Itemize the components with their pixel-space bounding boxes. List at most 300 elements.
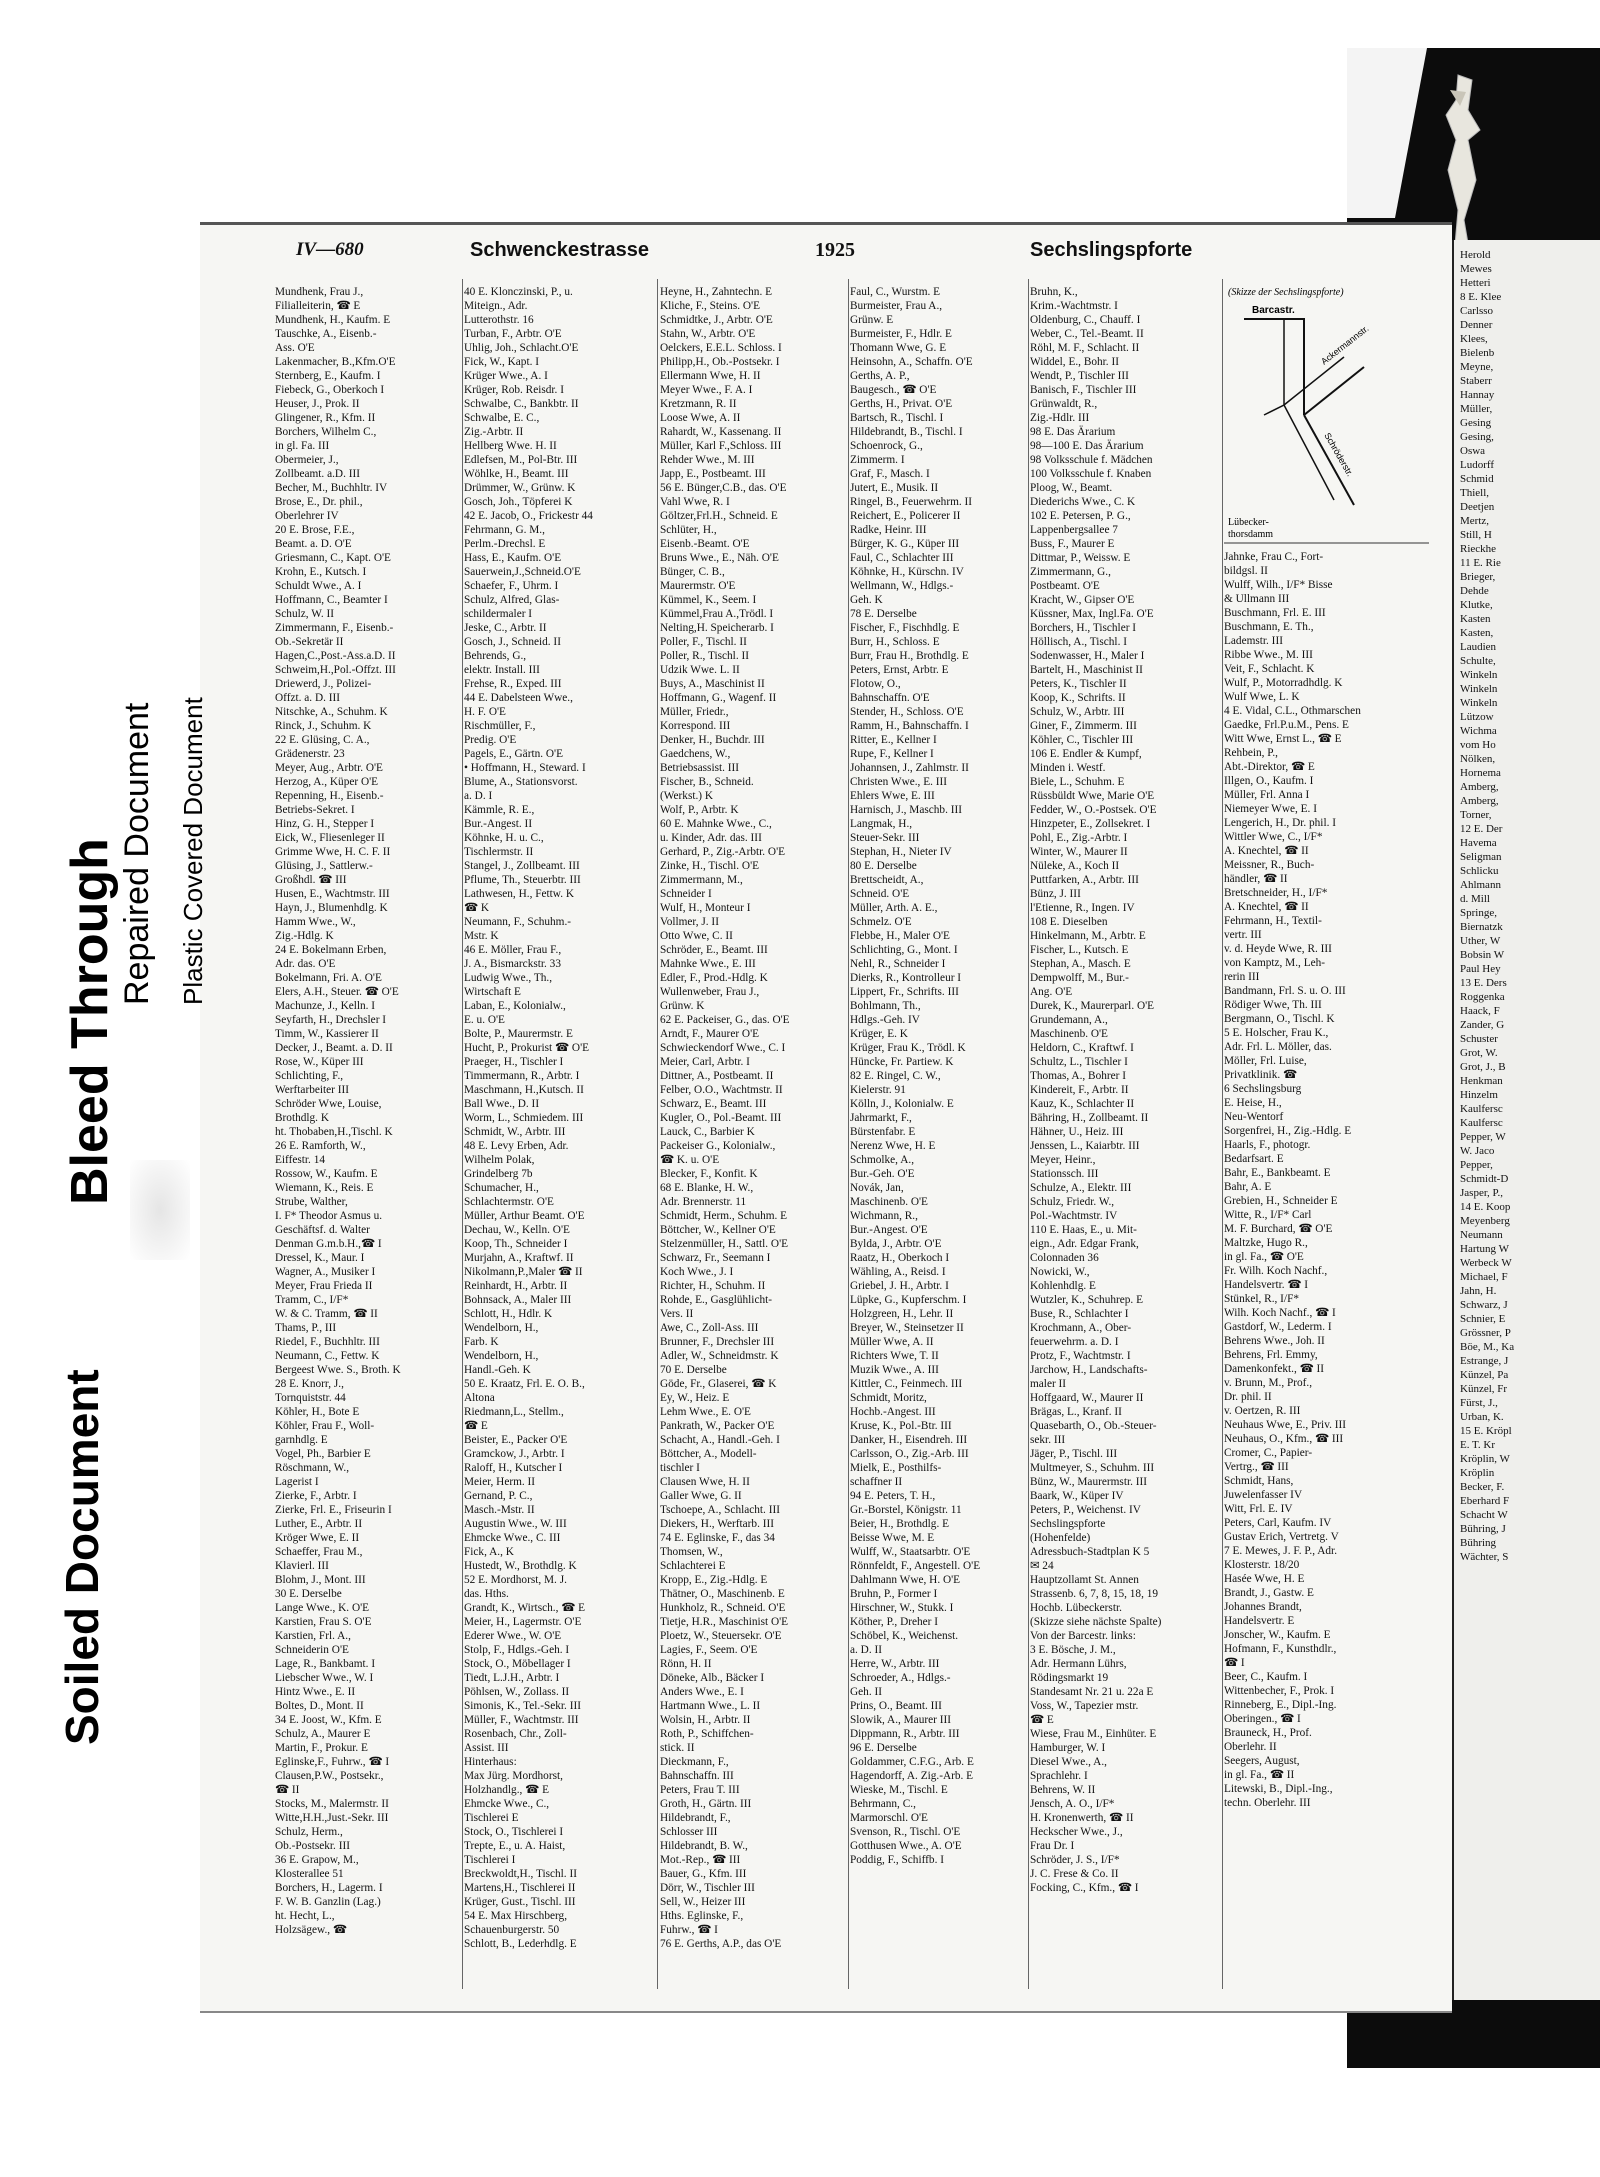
directory-entry: Winkeln [1460,697,1498,709]
directory-entry: Martens,H., Tischlerei II [464,1882,576,1894]
directory-entry: Höllisch, A., Tischl. I [1030,636,1127,648]
directory-entry: Neuhaus, O., Kfm., ☎ III [1224,1433,1344,1445]
directory-entry: Lippert, Fr., Schrifts. III [850,986,959,998]
directory-entry: Marmorschl. O'E [850,1812,928,1824]
directory-entry: Holzhandlg., ☎ E [464,1784,549,1796]
directory-entry: Hinkelmann, M., Arbtr. E [1030,930,1146,942]
directory-entry: Krüger Wwe., A. I [464,370,548,382]
map-label-schroeder: Schröderstr. [1322,431,1356,479]
directory-entry: Elers, A.H., Steuer. ☎ O'E [275,986,399,998]
directory-entry: Meier, Carl, Arbtr. I [660,1056,750,1068]
directory-entry: Thätner, O., Maschinenb. E [660,1588,785,1600]
directory-entry: Fr. Wilh. Koch Nachf., [1224,1265,1328,1277]
directory-entry: Maschinenb. O'E [850,1196,928,1208]
directory-entry: von Kamptz, M., Leh- [1224,957,1326,969]
directory-entry: Zander, G [1460,1019,1505,1031]
directory-entry: Krohn, E., Kutsch. I [275,566,367,578]
directory-entry: Colonnaden 36 [1030,1252,1099,1264]
directory-entry: 4 E. Vidal, C.L., Othmarschen [1224,705,1361,717]
directory-entry: Kaulfersc [1460,1103,1503,1115]
directory-entry: Schneiderin O'E [275,1644,349,1656]
directory-entry: Standesamt Nr. 21 u. 22a E [1030,1686,1154,1698]
directory-entry: 100 Volksschule f. Knaben [1030,468,1152,480]
directory-entry: Uhlig, Joh., Schlacht.O'E [464,342,579,354]
directory-entry: Köhnke, H. u. C., [464,832,544,844]
directory-entry: Still, H [1460,529,1492,541]
directory-entry: 102 E. Petersen, P. G., [1030,510,1131,522]
directory-entry: Müller Wwe, A. II [850,1336,934,1348]
column-1 [275,285,460,1985]
directory-entry: Grädenerstr. 23 [275,748,345,760]
directory-entry: Stelzenmüller, H., Sattl. O'E [660,1238,789,1250]
directory-entry: Müller, Arthur Beamt. O'E [464,1210,585,1222]
directory-entry: Wulf, P., Motorradhdlg. K [1224,677,1343,689]
directory-entry: Banisch, F., Tischler III [1030,384,1137,396]
directory-entry: Dehde [1460,585,1489,597]
directory-entry: 15 E. Kröpl [1460,1425,1512,1437]
directory-entry: Zimmermann, F., Eisenb.- [275,622,394,634]
directory-entry: Juwelenfasser IV [1224,1489,1303,1501]
directory-entry: Clausen Wwe, H. II [660,1476,750,1488]
directory-entry: A. Knechtel, ☎ II [1224,845,1309,857]
directory-entry: Mundhenk, H., Kaufm. E [275,314,391,326]
directory-entry: Tietje, H.R., Maschinist O'E [660,1616,789,1628]
directory-entry: Hauptzollamt St. Annen [1030,1574,1139,1586]
directory-entry: Sauerwein,J.,Schneid.O'E [464,566,581,578]
directory-entry: Fischer, F., Fischhdlg. E [850,622,960,634]
directory-entry: Bylda, J., Arbtr. O'E [850,1238,942,1250]
directory-entry: Hayn, J., Blumenhdlg. K [275,902,388,914]
directory-entry: J. C. Frese & Co. II [1030,1868,1119,1880]
directory-entry: Focking, C., Kfm., ☎ I [1030,1882,1139,1894]
directory-entry: Wichmann, R., [850,1210,918,1222]
directory-entry: Urban, K. [1460,1411,1504,1423]
directory-entry: Witt Wwe, Ernst L., ☎ E [1224,733,1342,745]
directory-entry: Biele, L., Schuhm. E [1030,776,1125,788]
directory-entry: Bruhn, P., Former I [850,1588,938,1600]
directory-entry: Rupe, F., Kellner I [850,748,934,760]
directory-entry: Rahardt, W., Kassenang. II [660,426,782,438]
directory-entry: Eglinske,F., Fuhrw., ☎ I [275,1756,390,1768]
directory-entry: 98—100 E. Das Ärarium [1030,440,1144,452]
directory-entry: Fischer, L., Kutsch. E [1030,944,1129,956]
directory-entry: Lehm Wwe., E. O'E [660,1406,751,1418]
directory-entry: Oberingen., ☎ I [1224,1713,1301,1725]
directory-entry: Deetjen [1460,501,1495,513]
directory-entry: Müller, Friedr., [660,706,729,718]
directory-entry: Kölln, J., Kolonialw. E [850,1098,954,1110]
directory-entry: Grundemann, A., [1030,1014,1108,1026]
directory-entry: Tornquiststr. 44 [275,1392,346,1404]
directory-entry: Griebel, J. H., Arbtr. I [850,1280,949,1292]
directory-entry: Schulz, Herm., [275,1826,343,1838]
directory-entry: Bartsch, R., Tischl. I [850,412,944,424]
directory-entry: Peters, Ernst, Arbtr. E [850,664,949,676]
directory-entry: Schulz, A., Maurer E [275,1728,371,1740]
directory-entry: Udzik Wwe. L. II [660,664,740,676]
directory-entry: Tischlermstr. II [464,846,534,858]
directory-entry: Reichert, E., Policerer II [850,510,961,522]
directory-entry: Brose, E., Dr. phil., [275,496,363,508]
directory-entry: Schwalbe, E. C., [464,412,540,424]
directory-entry: Nerenz Wwe, H. E [850,1140,936,1152]
column-divider [462,279,463,1989]
directory-entry: Burmeister, Frau A., [850,300,943,312]
directory-entry: Veit, F., Schlacht. K [1224,663,1315,675]
directory-entry: Schröder, J. S., I/F* [1030,1854,1120,1866]
directory-entry: schildermaler I [464,608,533,620]
directory-entry: Behrens Wwe., Joh. II [1224,1335,1325,1347]
directory-entry: Dieckmann, F., [660,1756,729,1768]
directory-entry: Brothdlg. K [275,1112,329,1124]
directory-entry: Ludwig Wwe., Th., [464,972,553,984]
directory-entry: Weber, C., Tel.-Beamt. II [1030,328,1144,340]
page-number: IV—680 [296,239,364,260]
directory-entry: Müller, Karl F.,Schloss. III [660,440,782,452]
directory-entry: Raatz, H., Oberkoch I [850,1252,950,1264]
directory-entry: Faul, C., Wurstm. E [850,286,941,298]
directory-entry: Lappenbergsallee 7 [1030,524,1118,536]
directory-entry: Böttcher, W., Kellner O'E [660,1224,776,1236]
directory-entry: Schlachterei E [660,1560,726,1572]
directory-entry: Uther, W [1460,935,1501,947]
directory-entry: Loose Wwe, A. II [660,412,741,424]
directory-entry: Schulz, Alfred, Glas- [464,594,560,606]
directory-entry: sekr. III [1030,1434,1066,1446]
directory-entry: 74 E. Eglinske, F., das 34 [660,1532,775,1544]
directory-entry: Dr. phil. II [1224,1391,1272,1403]
directory-entry: A. Knechtel, ☎ II [1224,901,1309,913]
directory-entry: Ehmcke Wwe., C., [464,1798,550,1810]
directory-entry: Sodenwasser, H., Maler I [1030,650,1145,662]
directory-page [200,222,1452,2013]
directory-entry: Hirschner, W., Stukk. I [850,1602,954,1614]
directory-entry: Griesmann, C., Kapt. O'E [275,552,391,564]
directory-entry: bildgsl. II [1224,565,1268,577]
directory-entry: Adressbuch-Stadtplan K 5 [1030,1546,1150,1558]
directory-entry: in gl. Fa. III [275,440,330,452]
directory-entry: Faul, C., Schlachter III [850,552,954,564]
directory-entry: Assist. III [464,1742,509,1754]
directory-entry: Glüsing, J., Sattlerw.- [275,860,373,872]
directory-entry: Philipp,H., Ob.-Postsekr. I [660,356,780,368]
directory-entry: Böe, M., Ka [1460,1341,1515,1353]
directory-entry: Zimmermann, G., [1030,566,1111,578]
directory-entry: Kasten [1460,613,1491,625]
directory-entry: Hinzpeter, E., Zollsekret. I [1030,818,1151,830]
directory-entry: Schmidt, Herm., Schuhm. E [660,1210,788,1222]
column-divider [657,279,658,1989]
directory-entry: Jäger, P., Tischl. III [1030,1448,1118,1460]
directory-entry: Denman G.m.b.H.,☎ I [275,1238,382,1250]
directory-entry: ☎ K [464,902,490,914]
directory-entry: Wieske, M., Tischl. E [850,1784,948,1796]
directory-entry: Packeiser G., Kolonialw., [660,1140,776,1152]
directory-entry: Betriebsassist. III [660,762,740,774]
directory-entry: Müller, Arth. A. E., [850,902,938,914]
directory-entry: Jensch, A. O., I/F* [1030,1798,1115,1810]
directory-entry: Pflume, Th., Steuerbtr. III [464,874,581,886]
directory-entry: Wolf, P., Arbtr. K [660,804,739,816]
directory-entry: Krüger, Rob. Reisdr. I [464,384,564,396]
directory-entry: Jonscher, W., Kaufm. E [1224,1629,1331,1641]
directory-entry: tischler I [660,1462,700,1474]
directory-entry: v. d. Heyde Wwe, R. III [1224,943,1332,955]
directory-entry: Decker, J., Beamt. a. D. II [275,1042,393,1054]
directory-entry: Rossow, W., Kaufm. E [275,1168,378,1180]
directory-entry: Schlott, B., Lederhdlg. E [464,1938,577,1950]
directory-entry: Jarchow, H., Landschafts- [1030,1364,1148,1376]
directory-entry: Miteign., Adr. [464,300,528,312]
directory-entry: 98 E. Das Ärarium [1030,426,1116,438]
directory-entry: Gerhard, P., Zig.-Arbtr. O'E [660,846,786,858]
directory-entry: Schneid. O'E [850,888,910,900]
directory-entry: Neumann, F., Schuhm.- [464,916,572,928]
directory-entry: Vahl Wwe, R. I [660,496,730,508]
directory-entry: Diederichs Wwe., C. K [1030,496,1136,508]
directory-entry: Burmeister, F., Hdlr. E [850,328,952,340]
directory-entry: Klutke, [1460,599,1493,611]
directory-entry: Borchers, Wilhelm C., [275,426,377,438]
street-name-left: Schwenckestrasse [470,239,650,261]
directory-entry: Abt.-Direktor, ☎ E [1224,761,1315,773]
directory-entry: Sprachlehr. I [1030,1770,1088,1782]
directory-entry: Havema [1460,837,1497,849]
directory-entry: Kindereit, F., Arbtr. II [1030,1084,1129,1096]
directory-entry: Lengerich, H., Dr. phil. I [1224,817,1336,829]
directory-entry: Bühring [1460,1537,1497,1549]
directory-entry: Behrens, Frl. Emmy, [1224,1349,1318,1361]
directory-entry: H. Kronenwerth, ☎ II [1030,1812,1134,1824]
directory-entry: Kracht, W., Gipser O'E [1030,594,1135,606]
directory-entry: Stationssch. III [1030,1168,1099,1180]
directory-entry: techn. Oberlehr. III [1224,1797,1311,1809]
directory-entry: händler, ☎ II [1224,873,1288,885]
directory-entry: Edlefsen, M., Pol-Btr. III [464,454,578,466]
directory-entry: Fedder, W., O.-Postsek. O'E [1030,804,1157,816]
directory-entry: Dierks, R., Kontrolleur I [850,972,962,984]
directory-entry: Baark, W., Küper IV [1030,1490,1124,1502]
directory-entry: M. F. Burchard, ☎ O'E [1224,1223,1333,1235]
directory-entry: ✉ 24 [1030,1560,1054,1572]
map-label-ackermann: Ackermannstr. [1319,323,1371,367]
directory-entry: Schröder Wwe, Louise, [275,1098,382,1110]
directory-entry: Hofmann, F., Kunsthdlr., [1224,1643,1337,1655]
directory-entry: Ass. O'E [275,342,315,354]
directory-entry: Brägas, L., Kranf. II [1030,1406,1122,1418]
directory-entry: Breyer, W., Steinsetzer II [850,1322,964,1334]
directory-entry: Schwalbe, C., Bankbtr. II [464,398,579,410]
directory-entry: Rüssbüldt Wwe, Marie O'E [1030,790,1155,802]
directory-entry: Göltzer,Frl.H., Schneid. E [660,510,778,522]
directory-entry: Krüger, E. K [850,1028,908,1040]
directory-entry: Danker, H., Eisendreh. III [850,1434,968,1446]
directory-entry: Hamm Wwe., W., [275,916,356,928]
directory-entry: Adr. Hermann Lührs, [1030,1658,1127,1670]
directory-entry: Rinneberg, E., Dipl.-Ing. [1224,1699,1337,1711]
directory-entry: J. A., Bismarckstr. 33 [464,958,561,970]
directory-entry: Becher, M., Buchhltr. IV [275,482,388,494]
directory-entry: Karstien, Frau S. O'E [275,1616,372,1628]
directory-entry: Zimmerm. I [850,454,905,466]
directory-entry: Dechau, W., Kelln. O'E [464,1224,570,1236]
directory-entry: Schlosser III [660,1826,718,1838]
directory-entry: Perlm.-Drechsl. E [464,538,546,550]
directory-entry: Witte, R., I/F* Carl [1224,1209,1312,1221]
street-sketch-map [1224,285,1434,545]
directory-entry: Blohm, J., Mont. III [275,1574,366,1586]
directory-entry: Peters, Frau T. III [660,1784,740,1796]
directory-entry: Krochmann, A., Ober- [1030,1322,1132,1334]
directory-entry: Lakenmacher, B.,Kfm.O'E [275,356,396,368]
directory-entry: Stolp, F., Hdlgs.-Geh. I [464,1644,570,1656]
directory-entry: Schuldt Wwe., A. I [275,580,362,592]
directory-entry: Langmak, H., [850,818,913,830]
directory-entry: Worm, L., Schmiedem. III [464,1112,584,1124]
directory-entry: Quasebarth, O., Ob.-Steuer- [1030,1420,1157,1432]
directory-entry: Kretzmann, R. II [660,398,737,410]
directory-entry: Brieger, [1460,571,1496,583]
directory-entry: Brandt, J., Gastw. E [1224,1587,1314,1599]
directory-entry: Schaefer, F., Uhrm. I [464,580,559,592]
directory-entry: feuerwehrm. a. D. I [1030,1336,1119,1348]
directory-entry: Gramckow, J., Arbtr. I [464,1448,565,1460]
directory-entry: Paul Hey [1460,963,1501,975]
column-2 [464,285,654,1985]
column-3 [660,285,845,1985]
directory-entry: Seyfarth, H., Drechsler I [275,1014,387,1026]
directory-entry: Raloff, H., Kutscher I [464,1462,563,1474]
directory-entry: Koop, Th., Schneider I [464,1238,568,1250]
directory-entry: Schuster [1460,1033,1498,1045]
column-divider [1028,279,1029,1989]
directory-entry: Stock, O., Tischlerei I [464,1826,564,1838]
directory-entry: Clausen,P.W., Postsekr., [275,1770,384,1782]
directory-entry: Möller, Frl. Luise, [1224,1055,1307,1067]
directory-entry: Thomas, A., Bohrer I [1030,1070,1127,1082]
directory-entry: Masch.-Mstr. II [464,1504,535,1516]
directory-entry: Machunze, J., Kelln. I [275,1000,376,1012]
directory-entry: Bartelt, H., Maschinist II [1030,664,1143,676]
directory-entry: Lützow [1460,711,1494,723]
directory-entry: Werbeck W [1460,1257,1512,1269]
directory-entry: Denker, H., Buchdr. III [660,734,765,746]
directory-entry: Awe, C., Zoll-Ass. III [660,1322,759,1334]
directory-entry: Bahr, A. E [1224,1181,1272,1193]
directory-entry: Hüncke, Fr. Partiew. K [850,1056,954,1068]
directory-entry: Wichma [1460,725,1497,737]
directory-entry: Jahn, H. [1460,1285,1497,1297]
directory-entry: Klavierl. III [275,1560,329,1572]
directory-entry: I. F* Theodor Asmus u. [275,1210,383,1222]
directory-entry: Buschmann, Frl. E. III [1224,607,1326,619]
directory-entry: Roggenka [1460,991,1505,1003]
directory-entry: Lademstr. III [1224,635,1283,647]
directory-entry: Damenkonfekt., ☎ II [1224,1363,1325,1375]
directory-entry: Fiebeck, G., Oberkoch I [275,384,385,396]
directory-entry: Biernatzk [1460,921,1503,933]
directory-entry: Stock, O., Möbellager I [464,1658,571,1670]
directory-entry: Husen, E., Wachtmstr. III [275,888,390,900]
directory-entry: Oberlehr. II [1224,1741,1277,1753]
directory-entry: Kröger Wwe, E. II [275,1532,360,1544]
directory-entry: Altona [464,1392,495,1404]
directory-entry: Schmidt, Moritz, [850,1392,927,1404]
directory-entry: Beamt. a. D. O'E [275,538,352,550]
directory-entry: Glingener, R., Kfm. II [275,412,376,424]
directory-entry: Buss, F., Maurer E [1030,538,1115,550]
adjacent-page-column [1460,248,1600,1564]
directory-entry: Schlüter, H., [660,524,717,536]
directory-entry: Grössner, P [1460,1327,1511,1339]
directory-entry: Grindelberg 7b [464,1168,533,1180]
directory-entry: Brauneck, H., Prof. [1224,1727,1312,1739]
directory-entry: Schmolke, A., [850,1154,915,1166]
map-label-thorsdamm: thorsdamm [1228,529,1273,540]
directory-entry: Stahn, W., Arbtr. O'E [660,328,756,340]
directory-entry: ht. Thobaben,H.,Tischl. K [275,1126,393,1138]
directory-entry: Hagen,C.,Post.-Ass.a.D. II [275,650,396,662]
directory-entry: Postbeamt. O'E [1030,580,1100,592]
directory-entry: Ball Wwe., D. II [464,1098,540,1110]
directory-entry: Meyer, Frau Frieda II [275,1280,373,1292]
directory-entry: Kropp, E., Zig.-Hdlg. E [660,1574,768,1586]
directory-entry: Tischlerei E [464,1812,519,1824]
directory-entry: Köhler, H., Bote E [275,1406,360,1418]
directory-entry: Zollbeamt. a.D. III [275,468,361,480]
directory-entry: Schumacher, H., [464,1182,539,1194]
directory-entry: Hildebrandt, F., [660,1812,731,1824]
directory-entry: Rose, W., Küper III [275,1056,364,1068]
directory-entry: Illgen, O., Kaufm. I [1224,775,1314,787]
directory-entry: Maschmann, H.,Kutsch. II [464,1084,584,1096]
directory-entry: Grünw. E [850,314,894,326]
directory-entry: (Skizze siehe nächste Spalte) [1030,1616,1162,1628]
directory-entry: Schlott, H., Hdlr. K [464,1308,553,1320]
directory-entry: Wittler Wwe, C., I/F* [1224,831,1323,843]
directory-entry: Baugesch., ☎ O'E [850,384,937,396]
directory-entry: Jenssen, L., Kaiarbtr. III [1030,1140,1140,1152]
directory-entry: Gosch, Joh., Töpferei K [464,496,573,508]
directory-entry: Adler, W., Schneidmstr. K [660,1350,779,1362]
directory-entry: Strassenb. 6, 7, 8, 15, 18, 19 [1030,1588,1159,1600]
directory-entry: Wiemann, K., Reis. E [275,1182,374,1194]
directory-entry: Groth, H., Gärtn. III [660,1798,752,1810]
directory-entry: Hasée Wwe, H. E [1224,1573,1305,1585]
directory-entry: Protz, F., Wachtmstr. I [1030,1350,1131,1362]
directory-entry: Peters, P., Weichenst. IV [1030,1504,1141,1516]
directory-entry: Adr. das. O'E [275,958,336,970]
directory-entry: Behrends, G., [464,650,527,662]
directory-entry: Diesel Wwe., A., [1030,1756,1107,1768]
directory-entry: E. Heise, H., [1224,1097,1282,1109]
directory-entry: (Hohenfelde) [1030,1532,1091,1544]
directory-entry: Hths. Eglinske, F., [660,1910,744,1922]
directory-entry: u. Kinder, Adr. das. III [660,832,762,844]
directory-entry: Anders Wwe., E. I [660,1686,744,1698]
directory-entry: Heckscher Wwe., J., [1030,1826,1123,1838]
directory-entry: Thams, P., III [275,1322,337,1334]
directory-entry: Bergmann, O., Tischl. K [1224,1013,1335,1025]
directory-entry: Behrmann, C., [850,1798,916,1810]
directory-entry: Schmidt-D [1460,1173,1509,1185]
directory-entry: 3 E. Bösche, J. M., [1030,1644,1116,1656]
directory-entry: Hoffmann, C., Beamter I [275,594,388,606]
directory-entry: Vers. II [660,1308,694,1320]
directory-entry: Blume, A., Stationsvorst. [464,776,578,788]
directory-entry: Schultz, L., Tischler I [1030,1056,1128,1068]
directory-entry: Springe, [1460,907,1497,919]
